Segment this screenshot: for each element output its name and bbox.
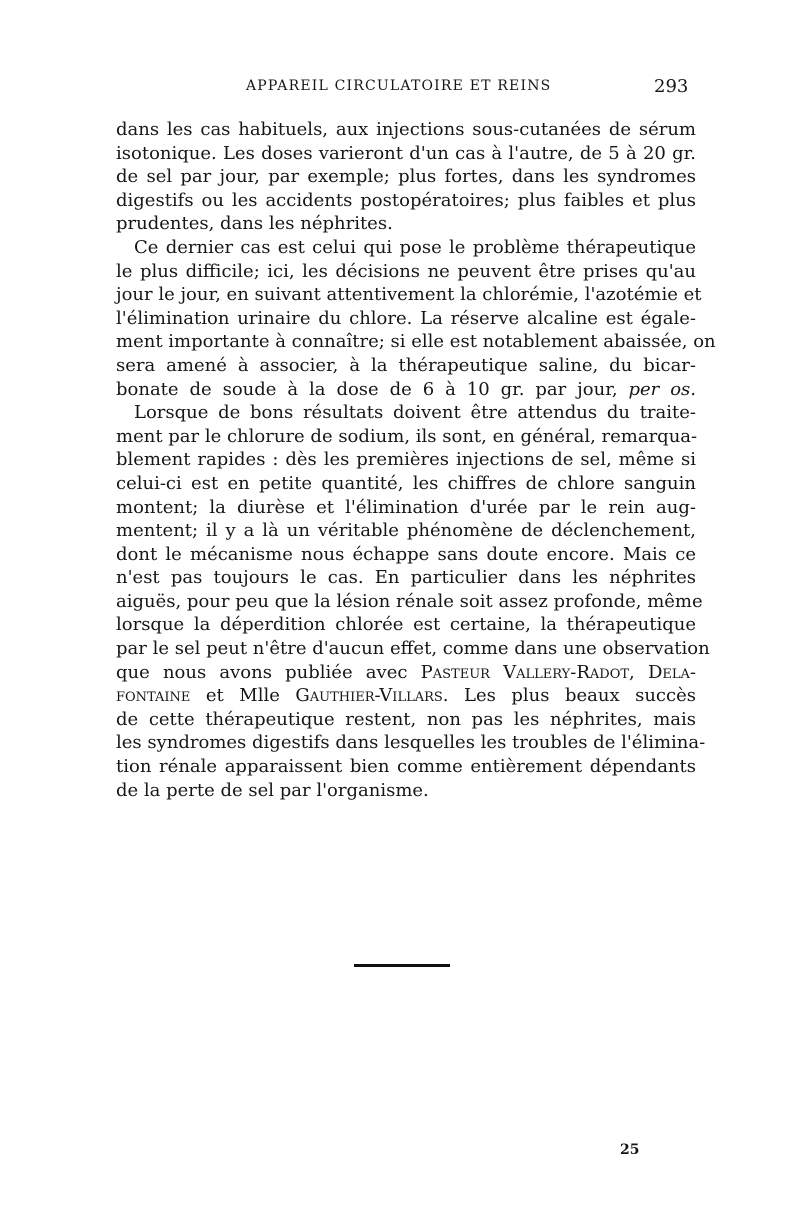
italic-text: per os. xyxy=(628,378,696,400)
text-line: les syndromes digestifs dans lesquelles les troubles de l'élimina- xyxy=(116,732,706,754)
page-header xyxy=(0,76,800,100)
text-line: le plus difficile; ici, les décisions ne peuvent être prises qu'au xyxy=(116,260,696,282)
author-name: Dela- xyxy=(647,661,696,683)
section-divider xyxy=(354,964,450,967)
paragraph-1 xyxy=(116,118,696,236)
text-segment: . Les plus beaux succès xyxy=(442,685,696,707)
paragraph-3 xyxy=(116,401,710,802)
text-segment: que nous avons publiée avec xyxy=(116,661,408,683)
text-line xyxy=(116,684,696,708)
text-line: lorsque la déperdition chlorée est certaine, la thérapeutique xyxy=(116,614,696,636)
text-line: de sel par jour, par exemple; plus fortes, dans les syndromes xyxy=(116,166,696,188)
text-line: ment importante à connaître; si elle est notablement abaissée, on xyxy=(116,331,716,353)
author-name: Gauthier-Villars xyxy=(295,685,443,707)
text-line: dont le mécanisme nous échappe sans doute encore. Mais ce xyxy=(116,543,696,565)
text-line: ment par le chlorure de sodium, ils sont, en général, remarqua- xyxy=(116,425,698,447)
text-line: de cette thérapeutique restent, non pas les néphrites, mais xyxy=(116,708,696,730)
body-text xyxy=(116,118,716,802)
text-line xyxy=(116,378,696,402)
text-line: tion rénale apparaissent bien comme entièrement dépendants xyxy=(116,756,696,778)
page-number: 293 xyxy=(654,76,689,97)
text-line: blement rapides : dès les premières injections de sel, même si xyxy=(116,449,696,471)
text-line: montent; la diurèse et l'élimination d'urée par le rein aug- xyxy=(116,496,696,518)
text-line: prudentes, dans les néphrites. xyxy=(116,213,393,235)
text-line: Lorsque de bons résultats doivent être attendus du traite- xyxy=(134,402,696,424)
author-name: Pasteur Vallery-Radot xyxy=(420,661,630,683)
text-line: jour le jour, en suivant attentivement la chlorémie, l'azotémie et xyxy=(116,284,702,306)
signature-mark: 25 xyxy=(620,1142,640,1158)
text-line: de la perte de sel par l'organisme. xyxy=(116,779,429,801)
text-line: mentent; il y a là un véritable phénomène de déclenchement, xyxy=(116,520,696,542)
text-line: n'est pas toujours le cas. En particulier dans les néphrites xyxy=(116,567,696,589)
text-line: dans les cas habituels, aux injections sous-cutanées de sérum xyxy=(116,119,696,140)
text-line: aiguës, pour peu que la lésion rénale soit assez profonde, même xyxy=(116,590,703,612)
text-line: Ce dernier cas est celui qui pose le problème thérapeutique xyxy=(134,236,696,258)
text-line: par le sel peut n'être d'aucun effet, comme dans une observation xyxy=(116,638,710,660)
text-line: isotonique. Les doses varieront d'un cas à l'autre, de 5 à 20 gr. xyxy=(116,142,696,164)
paragraph-2 xyxy=(116,236,716,401)
text-line: digestifs ou les accidents postopératoires; plus faibles et plus xyxy=(116,189,696,211)
author-name: fontaine xyxy=(116,685,191,707)
text-line: l'élimination urinaire du chlore. La réserve alcaline est égale- xyxy=(116,307,696,329)
text-line: sera amené à associer, à la thérapeutique saline, du bicar- xyxy=(116,354,696,376)
text-segment: , xyxy=(629,661,635,683)
running-head: APPAREIL CIRCULATOIRE ET REINS xyxy=(246,78,552,94)
text-segment: et Mlle xyxy=(205,685,280,707)
text-line: celui-ci est en petite quantité, les chiffres de chlore sanguin xyxy=(116,472,696,494)
text-segment: bonate de soude à la dose de 6 à 10 gr. par jour, xyxy=(116,378,618,400)
text-line xyxy=(116,661,696,685)
